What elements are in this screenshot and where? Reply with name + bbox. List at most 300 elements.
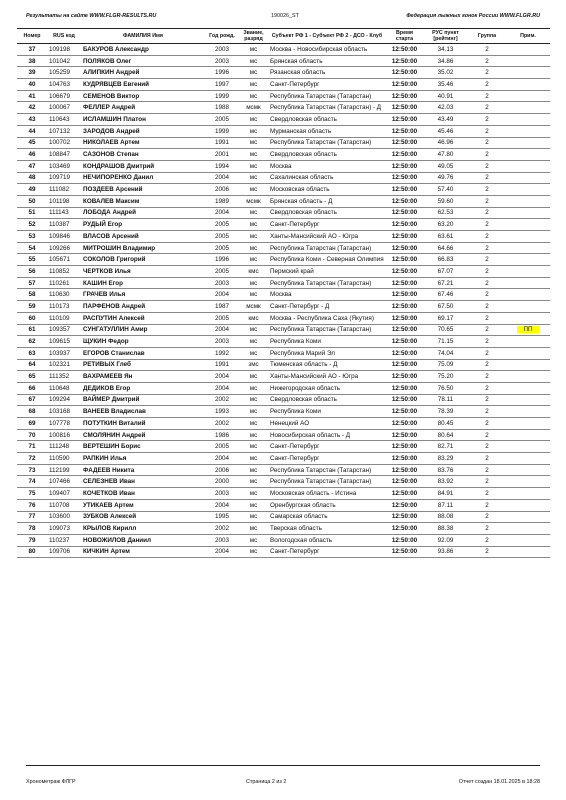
table-row: [17, 219, 550, 231]
cell-number: 38: [17, 55, 47, 67]
cell-birth-year: 2004: [205, 453, 239, 465]
cell-region: Новосибирская область - Д: [268, 429, 386, 441]
col-header-rank: Звание, разряд: [239, 29, 268, 44]
cell-note: [506, 418, 550, 430]
cell-number: 48: [17, 172, 47, 184]
cell-start-time: 12:50:00: [386, 79, 423, 91]
cell-rus-code: 103168: [47, 406, 81, 418]
cell-name: ВАНЕЕВ Владислав: [81, 406, 205, 418]
cell-number: 77: [17, 511, 47, 523]
cell-rank: мс: [239, 464, 268, 476]
cell-region: Сахалинская область: [268, 172, 386, 184]
federation-site-link[interactable]: Федерация лыжных гонок России WWW.FLGR.RU: [406, 13, 540, 19]
cell-points: 74.04: [423, 347, 468, 359]
cell-rank: мс: [239, 499, 268, 511]
cell-group: 2: [468, 499, 506, 511]
cell-number: 58: [17, 289, 47, 301]
cell-rank: мс: [239, 371, 268, 383]
cell-rank: мс: [239, 219, 268, 231]
cell-rank: мс: [239, 441, 268, 453]
cell-region: Московская область - Истина: [268, 488, 386, 500]
cell-rus-code: 103600: [47, 511, 81, 523]
table-body: [17, 44, 550, 558]
cell-name: РАПКИН Илья: [81, 453, 205, 465]
cell-birth-year: 1996: [205, 254, 239, 266]
cell-rank: мс: [239, 242, 268, 254]
table-row: [17, 406, 550, 418]
cell-name: УТИКАЕВ Артем: [81, 499, 205, 511]
cell-group: 2: [468, 523, 506, 535]
cell-rank: мс: [239, 172, 268, 184]
table-row: [17, 453, 550, 465]
cell-start-time: 12:50:00: [386, 371, 423, 383]
cell-points: 76.50: [423, 382, 468, 394]
cell-note: [506, 195, 550, 207]
cell-name: КОНДРАШОВ Дмитрий: [81, 160, 205, 172]
cell-points: 87.11: [423, 499, 468, 511]
cell-start-time: 12:50:00: [386, 195, 423, 207]
cell-name: РАСПУТИН Алексей: [81, 312, 205, 324]
cell-points: 78.39: [423, 406, 468, 418]
cell-rank: мс: [239, 406, 268, 418]
cell-start-time: 12:50:00: [386, 418, 423, 430]
report-timestamp: Отчет создан 18.01.2025 в 18:28: [458, 779, 540, 785]
footer-divider: [26, 765, 540, 766]
cell-name: ЗУБКОВ Алексей: [81, 511, 205, 523]
cell-region: Ханты-Мансийский АО - Югра: [268, 371, 386, 383]
table-row: [17, 347, 550, 359]
cell-rank: мс: [239, 546, 268, 558]
cell-name: ИСЛАМШИН Платон: [81, 114, 205, 126]
cell-start-time: 12:50:00: [386, 336, 423, 348]
cell-rus-code: 103469: [47, 160, 81, 172]
cell-birth-year: 2004: [205, 546, 239, 558]
cell-rus-code: 101198: [47, 195, 81, 207]
cell-group: 2: [468, 231, 506, 243]
cell-group: 2: [468, 418, 506, 430]
cell-region: Московская область: [268, 184, 386, 196]
cell-name: САЗОНОВ Степан: [81, 149, 205, 161]
table-header-row: [17, 29, 550, 44]
cell-number: 56: [17, 266, 47, 278]
cell-group: 2: [468, 277, 506, 289]
cell-rank: мс: [239, 160, 268, 172]
cell-note: [506, 382, 550, 394]
table-row: [17, 441, 550, 453]
cell-start-time: 12:50:00: [386, 67, 423, 79]
cell-start-time: 12:50:00: [386, 429, 423, 441]
cell-rank: мс: [239, 418, 268, 430]
cell-points: 57.40: [423, 184, 468, 196]
cell-name: ПАРФЕНОВ Андрей: [81, 301, 205, 313]
cell-birth-year: 2003: [205, 44, 239, 56]
cell-number: 37: [17, 44, 47, 56]
cell-group: 2: [468, 55, 506, 67]
table-row: [17, 172, 550, 184]
cell-number: 53: [17, 231, 47, 243]
cell-note: [506, 301, 550, 313]
cell-start-time: 12:50:00: [386, 289, 423, 301]
cell-group: 2: [468, 266, 506, 278]
cell-region: Республика Татарстан (Татарстан): [268, 90, 386, 102]
cell-start-time: 12:50:00: [386, 184, 423, 196]
cell-number: 59: [17, 301, 47, 313]
cell-rank: змс: [239, 359, 268, 371]
cell-number: 65: [17, 371, 47, 383]
cell-rus-code: 110173: [47, 301, 81, 313]
cell-name: СМОЛЯНИН Андрей: [81, 429, 205, 441]
cell-group: 2: [468, 324, 506, 336]
cell-rank: мс: [239, 429, 268, 441]
col-header-region: Субъект РФ 1 - Субъект РФ 2 - ДСО - Клуб: [268, 29, 386, 44]
cell-birth-year: 2002: [205, 418, 239, 430]
table-row: [17, 289, 550, 301]
cell-points: 88.08: [423, 511, 468, 523]
cell-note: [506, 359, 550, 371]
cell-number: 52: [17, 219, 47, 231]
page-header: [26, 13, 540, 23]
cell-birth-year: 2000: [205, 476, 239, 488]
cell-name: ПОТУТКИН Виталий: [81, 418, 205, 430]
cell-rank: мс: [239, 55, 268, 67]
cell-points: 34.13: [423, 44, 468, 56]
cell-group: 2: [468, 371, 506, 383]
cell-note: [506, 476, 550, 488]
cell-start-time: 12:50:00: [386, 406, 423, 418]
cell-start-time: 12:50:00: [386, 312, 423, 324]
cell-rank: мс: [239, 382, 268, 394]
results-site-link[interactable]: Результаты на сайте WWW.FLGR-RESULTS.RU: [26, 13, 157, 19]
cell-name: ГРАЧЕВ Илья: [81, 289, 205, 301]
cell-region: Свердловская область: [268, 394, 386, 406]
cell-rank: мс: [239, 114, 268, 126]
cell-points: 92.09: [423, 534, 468, 546]
table-row: [17, 476, 550, 488]
cell-rus-code: 110387: [47, 219, 81, 231]
col-header-number: Номер: [17, 29, 47, 44]
cell-group: 2: [468, 149, 506, 161]
cell-points: 49.05: [423, 160, 468, 172]
cell-region: Свердловская область: [268, 114, 386, 126]
cell-number: 45: [17, 137, 47, 149]
table-row: [17, 102, 550, 114]
cell-name: НИКОЛАЕВ Артем: [81, 137, 205, 149]
cell-name: ВЛАСОВ Арсений: [81, 231, 205, 243]
cell-rank: мс: [239, 289, 268, 301]
cell-name: ПОЛЯКОВ Олег: [81, 55, 205, 67]
cell-number: 50: [17, 195, 47, 207]
cell-region: Москва - Республика Саха (Якутия): [268, 312, 386, 324]
cell-rus-code: 100067: [47, 102, 81, 114]
cell-note: [506, 172, 550, 184]
cell-group: 2: [468, 441, 506, 453]
cell-number: 43: [17, 114, 47, 126]
cell-name: КИЧКИН Артем: [81, 546, 205, 558]
cell-birth-year: 2004: [205, 371, 239, 383]
cell-start-time: 12:50:00: [386, 242, 423, 254]
cell-start-time: 12:50:00: [386, 90, 423, 102]
table-row: [17, 160, 550, 172]
cell-rus-code: 109407: [47, 488, 81, 500]
cell-rus-code: 109846: [47, 231, 81, 243]
cell-start-time: 12:50:00: [386, 359, 423, 371]
cell-points: 83.29: [423, 453, 468, 465]
cell-birth-year: 2003: [205, 336, 239, 348]
cell-points: 88.38: [423, 523, 468, 535]
cell-start-time: 12:50:00: [386, 266, 423, 278]
cell-group: 2: [468, 67, 506, 79]
page-footer: [26, 779, 540, 789]
cell-note: [506, 429, 550, 441]
cell-group: 2: [468, 336, 506, 348]
cell-name: ВЕРТЕШИН Борис: [81, 441, 205, 453]
cell-rank: мс: [239, 231, 268, 243]
cell-note: [506, 125, 550, 137]
cell-number: 79: [17, 534, 47, 546]
cell-number: 39: [17, 67, 47, 79]
table-row: [17, 67, 550, 79]
cell-note: [506, 242, 550, 254]
cell-group: 2: [468, 219, 506, 231]
cell-rank: мс: [239, 394, 268, 406]
cell-points: 75.09: [423, 359, 468, 371]
cell-group: 2: [468, 207, 506, 219]
cell-name: РЕТИВЫХ Глеб: [81, 359, 205, 371]
cell-name: ДЕДИКОВ Егор: [81, 382, 205, 394]
cell-number: 62: [17, 336, 47, 348]
cell-rus-code: 110237: [47, 534, 81, 546]
cell-number: 66: [17, 382, 47, 394]
cell-note: [506, 347, 550, 359]
cell-start-time: 12:50:00: [386, 441, 423, 453]
table-row: [17, 55, 550, 67]
cell-rus-code: 110852: [47, 266, 81, 278]
cell-note: [506, 67, 550, 79]
cell-note: [506, 207, 550, 219]
cell-name: СЕМЕНОВ Виктор: [81, 90, 205, 102]
cell-start-time: 12:50:00: [386, 523, 423, 535]
cell-rus-code: 104763: [47, 79, 81, 91]
cell-region: Ханты-Мансийский АО - Югра: [268, 231, 386, 243]
cell-number: 63: [17, 347, 47, 359]
cell-name: КОВАЛЕВ Максим: [81, 195, 205, 207]
cell-group: 2: [468, 546, 506, 558]
cell-rank: мс: [239, 254, 268, 266]
cell-rank: мс: [239, 90, 268, 102]
cell-region: Мурманская область: [268, 125, 386, 137]
cell-rus-code: 106679: [47, 90, 81, 102]
cell-region: Республика Татарстан (Татарстан): [268, 137, 386, 149]
cell-number: 74: [17, 476, 47, 488]
cell-start-time: 12:50:00: [386, 324, 423, 336]
cell-region: Оренбургская область: [268, 499, 386, 511]
cell-group: 2: [468, 90, 506, 102]
cell-group: 2: [468, 382, 506, 394]
cell-start-time: 12:50:00: [386, 254, 423, 266]
cell-birth-year: 1992: [205, 347, 239, 359]
cell-number: 60: [17, 312, 47, 324]
cell-group: 2: [468, 102, 506, 114]
cell-birth-year: 2006: [205, 464, 239, 476]
table-row: [17, 371, 550, 383]
cell-rank: мсмк: [239, 102, 268, 114]
cell-start-time: 12:50:00: [386, 231, 423, 243]
cell-number: 55: [17, 254, 47, 266]
cell-number: 70: [17, 429, 47, 441]
cell-points: 93.86: [423, 546, 468, 558]
cell-note: [506, 534, 550, 546]
cell-group: 2: [468, 347, 506, 359]
cell-rank: мс: [239, 125, 268, 137]
cell-rus-code: 111143: [47, 207, 81, 219]
table-row: [17, 114, 550, 126]
cell-note: [506, 79, 550, 91]
cell-note: [506, 394, 550, 406]
cell-note: [506, 149, 550, 161]
cell-points: 49.76: [423, 172, 468, 184]
cell-region: Санкт-Петербург: [268, 546, 386, 558]
cell-region: Самарская область: [268, 511, 386, 523]
cell-region: Республика Марий Эл: [268, 347, 386, 359]
cell-points: 64.66: [423, 242, 468, 254]
cell-points: 42.03: [423, 102, 468, 114]
cell-note: [506, 324, 550, 336]
cell-start-time: 12:50:00: [386, 149, 423, 161]
cell-group: 2: [468, 289, 506, 301]
cell-rus-code: 109266: [47, 242, 81, 254]
cell-number: 46: [17, 149, 47, 161]
cell-group: 2: [468, 125, 506, 137]
table-row: [17, 499, 550, 511]
cell-start-time: 12:50:00: [386, 534, 423, 546]
cell-rus-code: 107132: [47, 125, 81, 137]
table-row: [17, 312, 550, 324]
cell-name: ФАДЕЕВ Никита: [81, 464, 205, 476]
cell-start-time: 12:50:00: [386, 44, 423, 56]
cell-rank: мс: [239, 184, 268, 196]
cell-region: Республика Коми: [268, 336, 386, 348]
cell-start-time: 12:50:00: [386, 301, 423, 313]
cell-birth-year: 2005: [205, 219, 239, 231]
cell-birth-year: 2005: [205, 266, 239, 278]
cell-rank: кмс: [239, 312, 268, 324]
cell-rank: мс: [239, 277, 268, 289]
cell-note: [506, 289, 550, 301]
table-row: [17, 382, 550, 394]
cell-group: 2: [468, 137, 506, 149]
cell-group: 2: [468, 254, 506, 266]
cell-number: 61: [17, 324, 47, 336]
cell-rank: мс: [239, 511, 268, 523]
table-row: [17, 394, 550, 406]
cell-rus-code: 110643: [47, 114, 81, 126]
cell-number: 54: [17, 242, 47, 254]
cell-name: ФЕЛЛЕР Андрей: [81, 102, 205, 114]
cell-rus-code: 109198: [47, 44, 81, 56]
cell-region: Республика Татарстан (Татарстан) - Д: [268, 102, 386, 114]
col-header-group: Группа: [468, 29, 506, 44]
cell-points: 46.96: [423, 137, 468, 149]
cell-birth-year: 2005: [205, 231, 239, 243]
cell-rank: мс: [239, 324, 268, 336]
cell-name: НЕЧИПОРЕНКО Данил: [81, 172, 205, 184]
cell-points: 40.91: [423, 90, 468, 102]
col-header-birth-year: Год рожд.: [205, 29, 239, 44]
cell-rank: мс: [239, 534, 268, 546]
cell-points: 47.80: [423, 149, 468, 161]
table-row: [17, 149, 550, 161]
table-row: [17, 242, 550, 254]
cell-region: Свердловская область: [268, 207, 386, 219]
cell-birth-year: 2004: [205, 382, 239, 394]
cell-name: СОКОЛОВ Григорий: [81, 254, 205, 266]
cell-note: [506, 231, 550, 243]
cell-note: [506, 90, 550, 102]
cell-region: Санкт-Петербург - Д: [268, 301, 386, 313]
cell-name: ЩУКИН Федор: [81, 336, 205, 348]
cell-note: [506, 511, 550, 523]
cell-name: РУДЫЙ Егор: [81, 219, 205, 231]
cell-group: 2: [468, 406, 506, 418]
table-row: [17, 418, 550, 430]
cell-name: НОВОЖИЛОВ Даниил: [81, 534, 205, 546]
cell-region: Тверская область: [268, 523, 386, 535]
cell-points: 63.61: [423, 231, 468, 243]
table-row: [17, 301, 550, 313]
table-row: [17, 79, 550, 91]
table-row: [17, 207, 550, 219]
cell-name: ВАХРАМЕЕВ Ян: [81, 371, 205, 383]
cell-points: 84.91: [423, 488, 468, 500]
cell-region: Москва - Новосибирская область: [268, 44, 386, 56]
cell-birth-year: 2005: [205, 441, 239, 453]
cell-region: Рязанская область: [268, 67, 386, 79]
table-row: [17, 44, 550, 56]
cell-region: Ненецкий АО: [268, 418, 386, 430]
cell-rus-code: 111248: [47, 441, 81, 453]
cell-start-time: 12:50:00: [386, 102, 423, 114]
cell-birth-year: 1999: [205, 90, 239, 102]
cell-region: Тюменская область - Д: [268, 359, 386, 371]
cell-number: 72: [17, 453, 47, 465]
cell-start-time: 12:50:00: [386, 464, 423, 476]
cell-points: 63.20: [423, 219, 468, 231]
table-row: [17, 429, 550, 441]
cell-birth-year: 2004: [205, 172, 239, 184]
cell-rus-code: 110708: [47, 499, 81, 511]
cell-name: АЛИПКИН Андрей: [81, 67, 205, 79]
cell-birth-year: 2002: [205, 523, 239, 535]
cell-start-time: 12:50:00: [386, 453, 423, 465]
cell-region: Республика Татарстан (Татарстан): [268, 277, 386, 289]
cell-points: 71.15: [423, 336, 468, 348]
cell-note: [506, 464, 550, 476]
cell-rus-code: 111352: [47, 371, 81, 383]
table-row: [17, 546, 550, 558]
cell-birth-year: 1989: [205, 195, 239, 207]
cell-birth-year: 1991: [205, 359, 239, 371]
cell-name: ЗАРОДОВ Андрей: [81, 125, 205, 137]
cell-birth-year: 2005: [205, 242, 239, 254]
cell-group: 2: [468, 79, 506, 91]
cell-group: 2: [468, 511, 506, 523]
cell-name: КУДРЯВЦЕВ Евгений: [81, 79, 205, 91]
cell-birth-year: 1994: [205, 160, 239, 172]
cell-group: 2: [468, 195, 506, 207]
cell-rank: мсмк: [239, 301, 268, 313]
cell-name: ВАЙМЕР Дмитрий: [81, 394, 205, 406]
table-row: [17, 324, 550, 336]
